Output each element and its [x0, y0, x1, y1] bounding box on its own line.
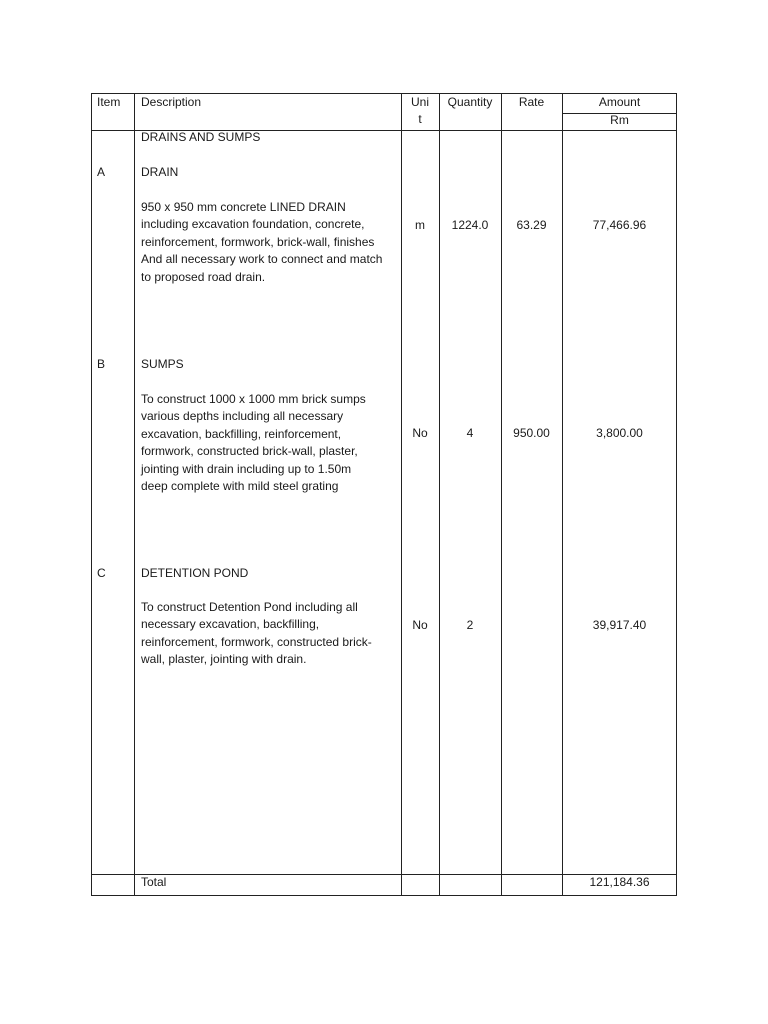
- header-amount: Amount: [598, 95, 641, 109]
- item-c-description: [141, 599, 372, 669]
- item-b-unit: No: [412, 426, 428, 440]
- item-a-heading: DRAIN: [141, 165, 179, 179]
- item-b-rate: 950.00: [513, 426, 550, 440]
- item-b-desc-line: excavation, backfilling, reinforcement,: [141, 426, 342, 441]
- item-a-desc-line: reinforcement, formwork, brick-wall, finishes: [141, 234, 375, 249]
- col-divider-unit: [439, 94, 440, 895]
- header-quantity: Quantity: [447, 95, 493, 109]
- item-b-code: B: [97, 357, 106, 371]
- item-c-desc-line: To construct Detention Pond including all: [141, 600, 358, 614]
- header-amount-currency: Rm: [610, 113, 629, 127]
- item-b-desc-line: various depths including all necessary: [141, 409, 344, 424]
- item-a-unit: m: [415, 218, 425, 232]
- item-c-desc-line: necessary excavation, backfilling,: [141, 617, 320, 632]
- item-b-description: [141, 391, 366, 495]
- item-c-unit: No: [412, 618, 428, 632]
- item-c-heading: DETENTION POND: [141, 566, 249, 580]
- item-a-desc-line: including excavation foundation, concrete,: [141, 217, 365, 232]
- total-label: Total: [141, 875, 167, 889]
- item-a-amount: 77,466.96: [592, 218, 647, 232]
- col-divider-item: [134, 94, 135, 895]
- item-b-heading: SUMPS: [141, 357, 184, 371]
- section-title: DRAINS AND SUMPS: [141, 130, 261, 144]
- item-c-amount: 39,917.40: [592, 618, 647, 632]
- item-c-desc-line: wall, plaster, jointing with drain.: [141, 652, 307, 667]
- item-a-desc-line: 950 x 950 mm concrete LINED DRAIN: [141, 200, 346, 214]
- col-divider-description: [401, 94, 402, 895]
- item-a-desc-line: to proposed road drain.: [141, 269, 266, 284]
- item-c-desc-line: reinforcement, formwork, constructed brick-: [141, 634, 372, 649]
- item-b-amount: 3,800.00: [596, 426, 643, 440]
- item-a-quantity: 1224.0: [451, 218, 489, 232]
- item-c-code: C: [97, 566, 106, 580]
- header-item: Item: [97, 95, 121, 109]
- item-b-desc-line: formwork, constructed brick-wall, plaster,: [141, 444, 358, 459]
- header-rate: Rate: [518, 95, 545, 109]
- header-unit-line1: Uni: [410, 95, 429, 109]
- header-unit-line2: t: [418, 112, 422, 126]
- total-amount: 121,184.36: [589, 875, 650, 889]
- item-c-quantity: 2: [466, 618, 474, 632]
- item-a-description: [141, 199, 382, 286]
- item-a-code: A: [97, 165, 106, 179]
- item-a-rate: 63.29: [516, 218, 547, 232]
- item-b-desc-line: deep complete with mild steel grating: [141, 479, 339, 494]
- item-a-desc-line: And all necessary work to connect and match: [141, 252, 383, 267]
- item-b-desc-line: To construct 1000 x 1000 mm brick sumps: [141, 392, 366, 406]
- col-divider-quantity: [501, 94, 502, 895]
- header-description: Description: [141, 95, 202, 109]
- item-b-desc-line: jointing with drain including up to 1.50m: [141, 461, 352, 476]
- item-b-quantity: 4: [466, 426, 474, 440]
- col-divider-rate: [562, 94, 563, 895]
